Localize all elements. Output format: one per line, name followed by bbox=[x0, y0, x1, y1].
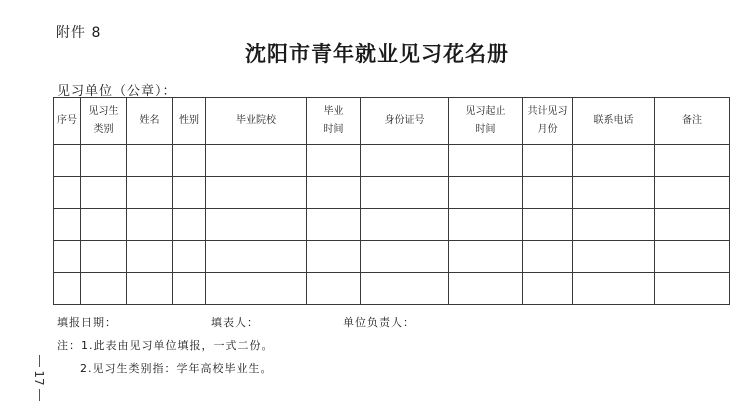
column-header bbox=[307, 98, 361, 145]
table-cell bbox=[81, 177, 127, 209]
table-cell bbox=[573, 241, 655, 273]
column-header-text: 毕业院校 bbox=[236, 115, 276, 126]
table-cell bbox=[655, 241, 730, 273]
page-number bbox=[30, 355, 48, 401]
column-header bbox=[54, 98, 81, 145]
table-cell bbox=[573, 209, 655, 241]
note-line-1: 注：1.此表由见习单位填报，一式二份。 bbox=[57, 339, 274, 352]
table-header-row bbox=[54, 98, 730, 145]
column-header bbox=[655, 98, 730, 145]
page-number-dash-top bbox=[39, 355, 40, 367]
table-cell bbox=[206, 273, 307, 305]
column-header bbox=[206, 98, 307, 145]
table-cell bbox=[81, 145, 127, 177]
page-number-text: 17 bbox=[32, 370, 46, 386]
column-header bbox=[573, 98, 655, 145]
table-cell bbox=[361, 177, 449, 209]
column-header-text: 序号 bbox=[57, 115, 77, 126]
table-cell bbox=[206, 145, 307, 177]
fill-date-label: 填报日期： bbox=[57, 316, 117, 329]
table-row bbox=[54, 273, 730, 305]
table-cell bbox=[173, 209, 206, 241]
column-header bbox=[127, 98, 173, 145]
table-cell bbox=[206, 177, 307, 209]
column-header-text: 毕业 bbox=[323, 106, 344, 117]
column-header-text: 时间 bbox=[323, 124, 344, 135]
table-cell bbox=[173, 177, 206, 209]
column-header-text: 月份 bbox=[537, 124, 558, 135]
table-cell bbox=[361, 273, 449, 305]
note-line-2: 2.见习生类别指：学年高校毕业生。 bbox=[80, 362, 273, 375]
table-cell bbox=[173, 241, 206, 273]
table-cell bbox=[573, 145, 655, 177]
table-cell bbox=[81, 273, 127, 305]
column-header-text: 时间 bbox=[475, 124, 496, 135]
table-cell bbox=[54, 177, 81, 209]
column-header bbox=[361, 98, 449, 145]
table-cell bbox=[54, 145, 81, 177]
column-header-text: 见习起止 bbox=[465, 106, 506, 117]
table-cell bbox=[449, 177, 523, 209]
table-cell bbox=[81, 241, 127, 273]
table-cell bbox=[655, 145, 730, 177]
table-cell bbox=[127, 145, 173, 177]
table-cell bbox=[523, 177, 573, 209]
table-cell bbox=[523, 241, 573, 273]
column-header bbox=[523, 98, 573, 145]
page-number-dash-bottom bbox=[39, 389, 40, 401]
table-cell bbox=[54, 209, 81, 241]
column-header bbox=[449, 98, 523, 145]
table-cell bbox=[127, 177, 173, 209]
table-cell bbox=[173, 145, 206, 177]
table-cell bbox=[449, 209, 523, 241]
table-cell bbox=[449, 241, 523, 273]
table-cell bbox=[361, 241, 449, 273]
table-cell bbox=[173, 273, 206, 305]
table-cell bbox=[307, 241, 361, 273]
roster-table bbox=[53, 97, 730, 305]
table-cell bbox=[307, 209, 361, 241]
table-row bbox=[54, 209, 730, 241]
table-cell bbox=[449, 273, 523, 305]
page-title: 沈阳市青年就业见习花名册 bbox=[245, 42, 509, 66]
table-cell bbox=[81, 209, 127, 241]
table-cell bbox=[655, 209, 730, 241]
table-row bbox=[54, 177, 730, 209]
column-header-text: 姓名 bbox=[139, 115, 160, 126]
table-cell bbox=[127, 241, 173, 273]
attachment-label: 附件 8 bbox=[56, 25, 102, 41]
column-header-text: 共计见习 bbox=[527, 106, 568, 117]
unit-stamp-label: 见习单位（公章）： bbox=[57, 84, 177, 99]
filler-label: 填表人： bbox=[211, 316, 259, 329]
table-cell bbox=[573, 177, 655, 209]
table-row bbox=[54, 145, 730, 177]
table-cell bbox=[449, 145, 523, 177]
table-cell bbox=[206, 209, 307, 241]
table-cell bbox=[573, 273, 655, 305]
column-header bbox=[81, 98, 127, 145]
table-cell bbox=[361, 145, 449, 177]
table-cell bbox=[54, 241, 81, 273]
table-cell bbox=[655, 273, 730, 305]
table-cell bbox=[523, 209, 573, 241]
table-cell bbox=[655, 177, 730, 209]
column-header bbox=[173, 98, 206, 145]
table-cell bbox=[54, 273, 81, 305]
table-cell bbox=[523, 273, 573, 305]
column-header-text: 见习生 bbox=[88, 106, 119, 117]
column-header-text: 身份证号 bbox=[384, 115, 425, 126]
column-header-text: 类别 bbox=[93, 124, 114, 135]
column-header-text: 备注 bbox=[682, 115, 702, 126]
table-cell bbox=[127, 209, 173, 241]
table-cell bbox=[127, 273, 173, 305]
table-row bbox=[54, 241, 730, 273]
table-cell bbox=[523, 145, 573, 177]
column-header-text: 性别 bbox=[179, 115, 199, 126]
table-cell bbox=[206, 241, 307, 273]
table-cell bbox=[361, 209, 449, 241]
table-cell bbox=[307, 177, 361, 209]
table-cell bbox=[307, 145, 361, 177]
column-header-text: 联系电话 bbox=[593, 115, 634, 126]
unit-head-label: 单位负责人： bbox=[343, 316, 415, 329]
table-cell bbox=[307, 273, 361, 305]
